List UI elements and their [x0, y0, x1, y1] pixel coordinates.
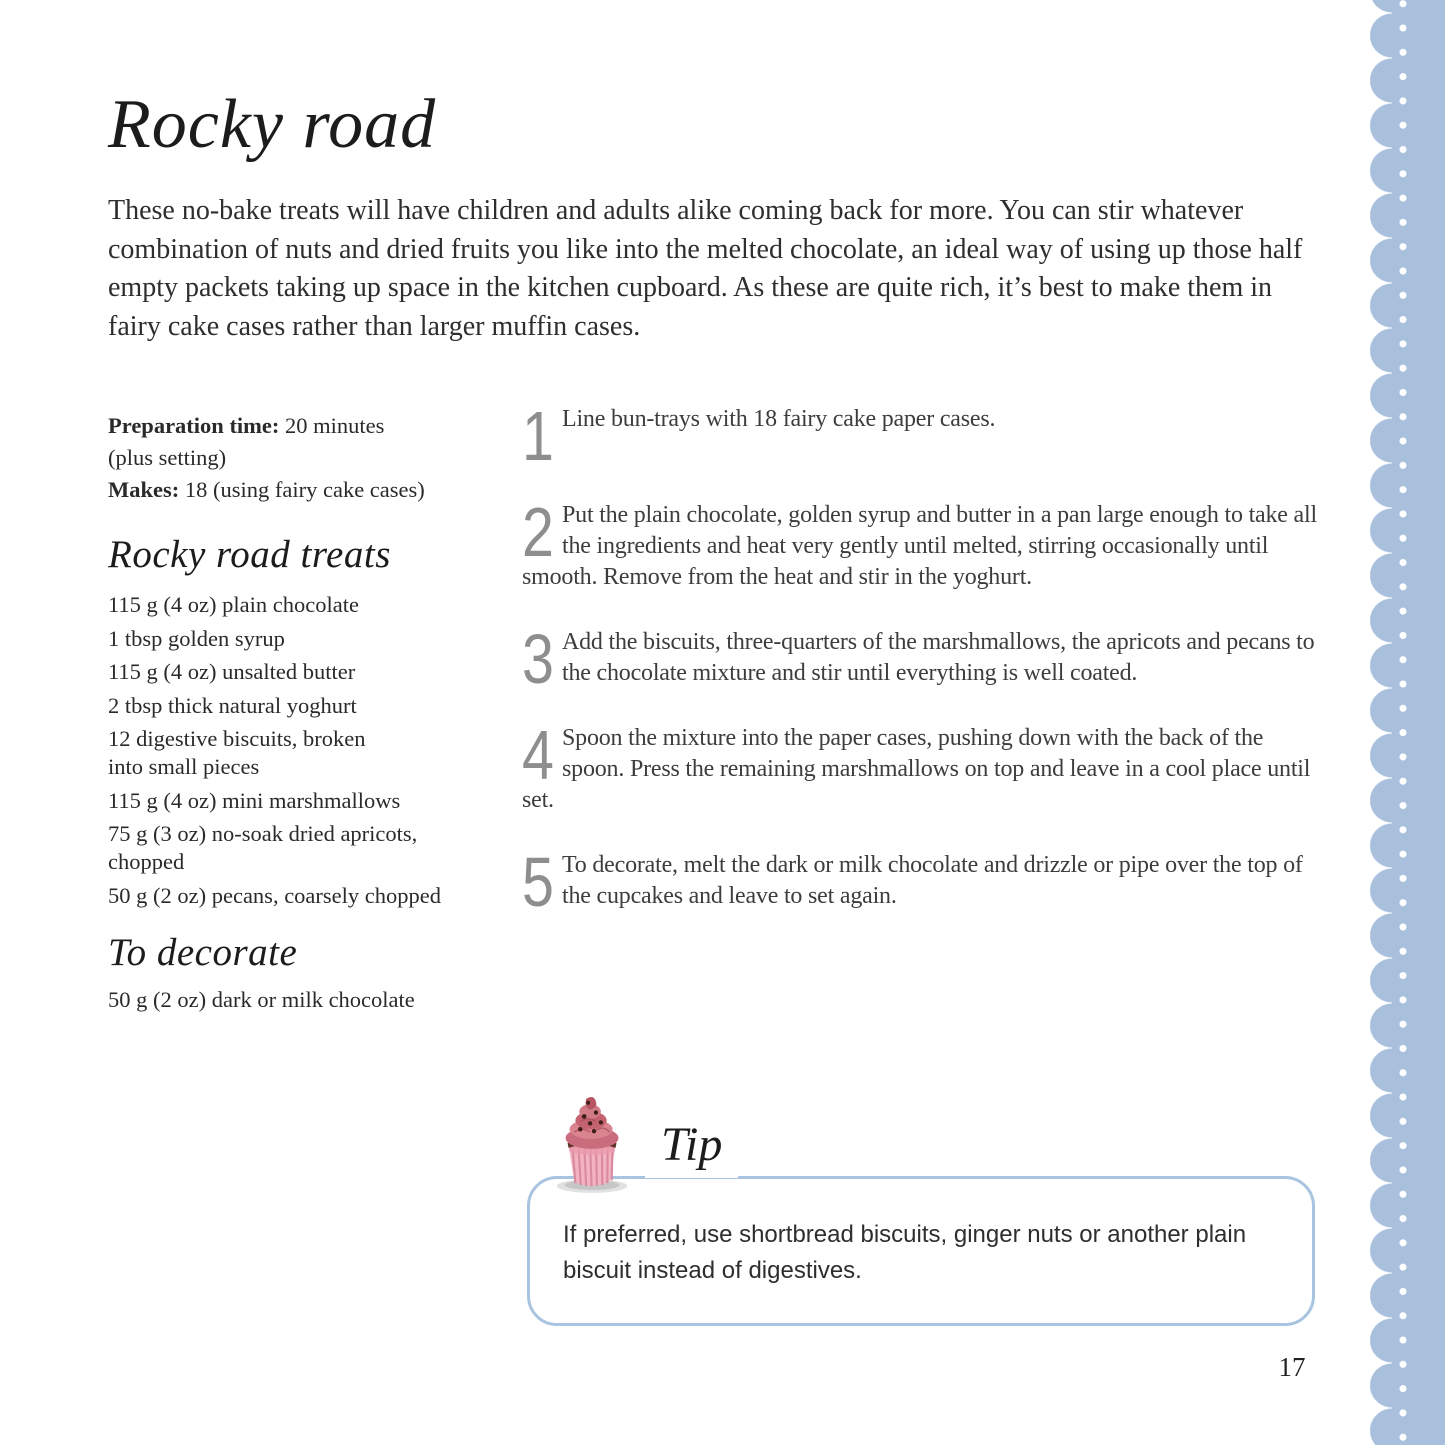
step-number: 5 [522, 850, 554, 912]
makes-line [108, 474, 468, 506]
step-text: Put the plain chocolate, golden syrup and butter in a pan large enough to take all the ingredients and heat very gently until melted, stirring occasionally until smooth. Remove from the heat and stir in the yoghurt. [522, 502, 1317, 590]
method-column [522, 404, 1318, 946]
step-1 [522, 404, 1318, 466]
cupcake-icon [545, 1086, 643, 1194]
ingredient-line: 115 g (4 oz) mini marshmallows [108, 787, 401, 813]
step-text: Add the biscuits, three-quarters of the marshmallows, the apricots and pecans to the chocolate mixture and stir until everything is well coated. [562, 629, 1315, 686]
step-text: Spoon the mixture into the paper cases, pushing down with the back of the spoon. Press the remaining marshmallows on top and leave in a cool place until set. [522, 725, 1311, 813]
ingredient-line: 115 g (4 oz) unsalted butter [108, 659, 356, 684]
prep-time-label: Preparation time: [108, 413, 280, 438]
tip-box [527, 1176, 1315, 1326]
prep-time-value: 20 minutes [279, 413, 385, 438]
decorate-heading: To decorate [108, 930, 298, 974]
scallop-border-icon [1370, 0, 1414, 1445]
step-number: 1 [522, 404, 554, 466]
step-4 [522, 723, 1318, 816]
ingredient-line: 2 tbsp thick natural yoghurt [108, 692, 357, 718]
dotted-line-icon [1399, 0, 1407, 1445]
ingredient-line: into small pieces [108, 754, 260, 779]
ingredient-line: 50 g (2 oz) pecans, coarsely chopped [108, 882, 441, 908]
makes-label: Makes: [108, 477, 180, 502]
step-text: To decorate, melt the dark or milk chocolate and drizzle or pipe over the top of the cupcakes and leave to set again. [562, 852, 1303, 909]
page-title: Rocky road [108, 86, 437, 163]
ingredients-heading: Rocky road treats [108, 533, 391, 576]
tip-text: If preferred, use shortbread biscuits, ginger nuts or another plain biscuit instead of digestives. [563, 1221, 1247, 1284]
step-text: Line bun-trays with 18 fairy cake paper cases. [562, 406, 996, 432]
ingredient-line: 12 digestive biscuits, broken [108, 726, 366, 751]
step-2 [522, 500, 1318, 593]
step-number: 3 [522, 627, 554, 689]
tip-heading: Tip [645, 1112, 738, 1178]
step-number: 4 [522, 723, 554, 794]
makes-value: 18 (using fairy cake cases) [179, 477, 425, 502]
ingredient-line: 50 g (2 oz) dark or milk chocolate [108, 986, 415, 1012]
step-5 [522, 850, 1318, 912]
ingredient-line: 75 g (3 oz) no-soak dried apricots, [108, 821, 418, 846]
step-3 [522, 627, 1318, 689]
ingredient-line: chopped [108, 849, 185, 874]
ingredients-column [108, 410, 468, 1014]
ingredient-line: 115 g (4 oz) plain chocolate [108, 592, 359, 617]
ingredient-line: 1 tbsp golden syrup [108, 625, 285, 651]
page-number: 17 [1278, 1352, 1306, 1382]
step-number: 2 [522, 500, 554, 571]
prep-time-note: (plus setting) [108, 445, 227, 470]
intro-paragraph: These no-bake treats will have children and adults alike coming back for more. You can stir whatever combination of nuts and dried fruits you like into the melted chocolate, an ideal way of using up those half empty packets taking up space in the kitchen cupboard. As these are quite rich, it’s best to make them in fairy cake cases rather than larger muffin cases. [108, 195, 1303, 342]
prep-time-line [108, 410, 468, 442]
